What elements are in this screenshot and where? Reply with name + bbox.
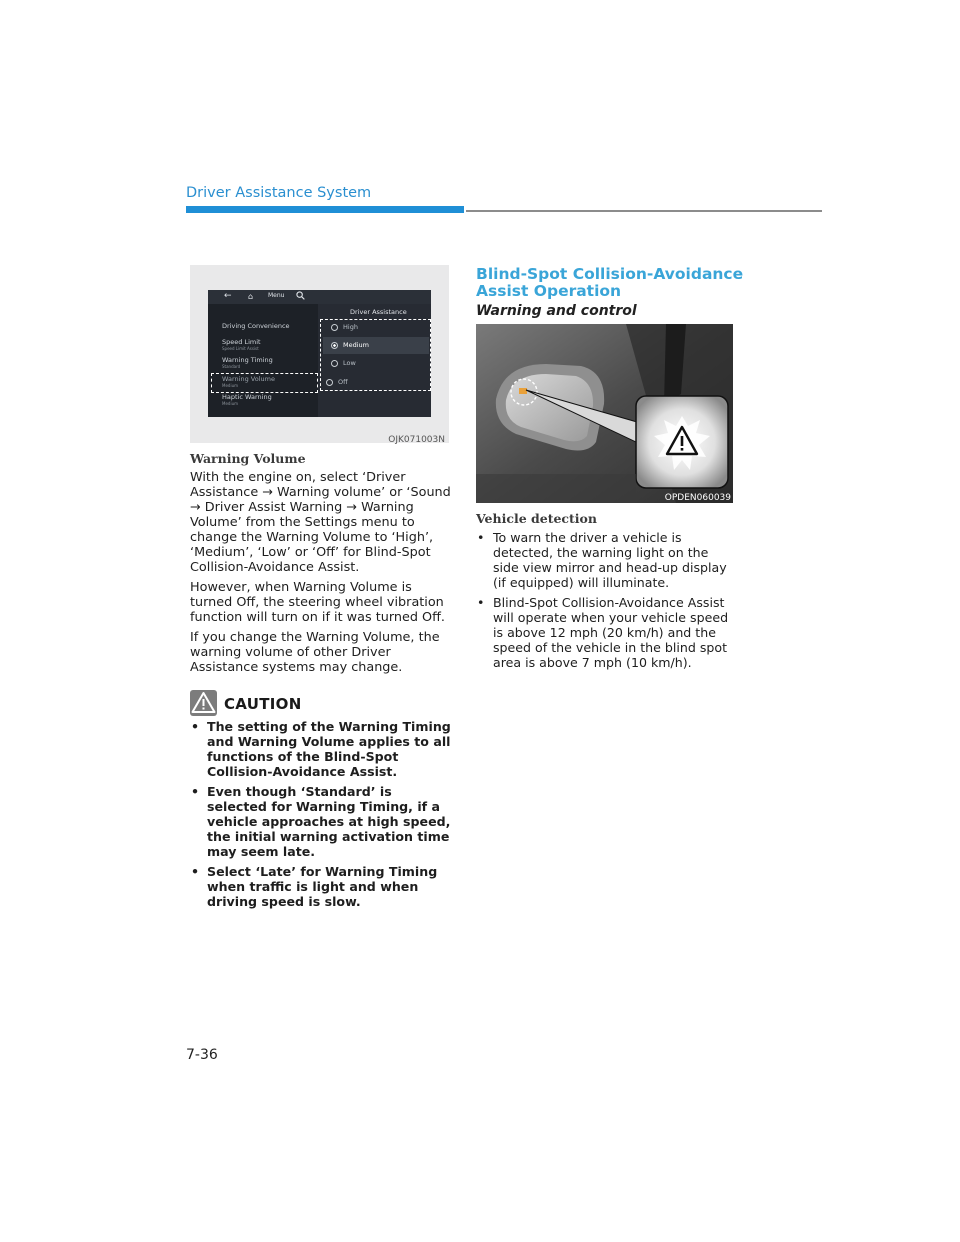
figure-code: OPDEN060039 — [664, 493, 731, 503]
warning-volume-heading: Warning Volume — [190, 451, 306, 466]
options-highlight-box — [320, 319, 431, 391]
warning-control-subheading: Warning and control — [476, 303, 637, 319]
menu-item-speed-limit: Speed Limit Speed Limit Assist — [222, 338, 261, 351]
search-icon — [296, 291, 305, 303]
option-low: Low — [323, 355, 429, 372]
option-medium: Medium — [323, 337, 429, 354]
screen-topbar — [208, 290, 431, 304]
operation-heading: Blind-Spot Collision-Avoidance Assist Operation — [476, 265, 744, 300]
menu-item-warning-volume: Warning Volume Medium — [222, 375, 275, 388]
option-off: Off — [318, 374, 424, 391]
menu-item-warning-timing: Warning Timing Standard — [222, 356, 273, 369]
section-title: Driver Assistance System — [186, 185, 372, 201]
list-item: • The setting of the Warning Timing and Warning Volume applies to all functions of the Blind-Spot Collision-Avoidance Assist. — [190, 719, 452, 779]
header-rule-accent — [186, 206, 464, 213]
list-item: • Select ‘Late’ for Warning Timing when traffic is light and when driving speed is slow. — [190, 864, 452, 909]
side-mirror-figure — [476, 324, 733, 503]
paragraph: If you change the Warning Volume, the warning volume of other Driver Assistance systems may change. — [190, 630, 440, 675]
figure-code: OJK071003N — [388, 435, 445, 445]
settings-screen-figure — [190, 265, 449, 443]
warning-triangle-icon — [190, 690, 217, 716]
paragraph: However, when Warning Volume is turned Off, the steering wheel vibration function will turn on if it was turned Off. — [190, 580, 446, 625]
vehicle-detection-heading: Vehicle detection — [476, 511, 597, 526]
vehicle-detection-list — [476, 530, 736, 670]
back-arrow-icon: ← — [224, 291, 232, 301]
caution-label: CAUTION — [224, 695, 302, 713]
list-item: • To warn the driver a vehicle is detected, the warning light on the side view mirror and head-up display (if equipped) will illuminate. — [476, 530, 736, 590]
list-item: • Blind-Spot Collision-Avoidance Assist will operate when your vehicle speed is above 12 mph (20 km/h) and the speed of the vehicle in the blind spot area is above 7 mph (10 km/h). — [476, 595, 736, 670]
menu-item-driving-convenience: Driving Convenience — [222, 322, 290, 330]
list-item: • Even though ‘Standard’ is selected for Warning Timing, if a vehicle approaches at high speed, the initial warning activation time may seem late. — [190, 784, 452, 859]
side-mirror-illustration — [476, 324, 733, 503]
menu-label: Menu — [268, 292, 285, 299]
menu-item-haptic-warning: Haptic Warning Medium — [222, 393, 272, 406]
caution-list — [190, 719, 452, 909]
warning-volume-highlight-box — [211, 373, 318, 393]
panel-title: Driver Assistance — [350, 308, 407, 316]
page-number: 7-36 — [186, 1047, 218, 1063]
home-icon: ⌂ — [248, 292, 254, 301]
infotainment-screen — [208, 290, 431, 417]
header-rule — [466, 210, 822, 212]
option-high: High — [323, 319, 429, 336]
paragraph: With the engine on, select ‘Driver Assistance → Warning volume’ or ‘Sound → Driver Assist Warning → Warning Volume’ from the Settings menu to change the Warning Volume to ‘High’, ‘Medium’, ‘Low’ or ‘Off’ for Blind-Spot Collision-Avoidance Assist. — [190, 470, 451, 575]
warning-volume-body — [190, 470, 452, 675]
